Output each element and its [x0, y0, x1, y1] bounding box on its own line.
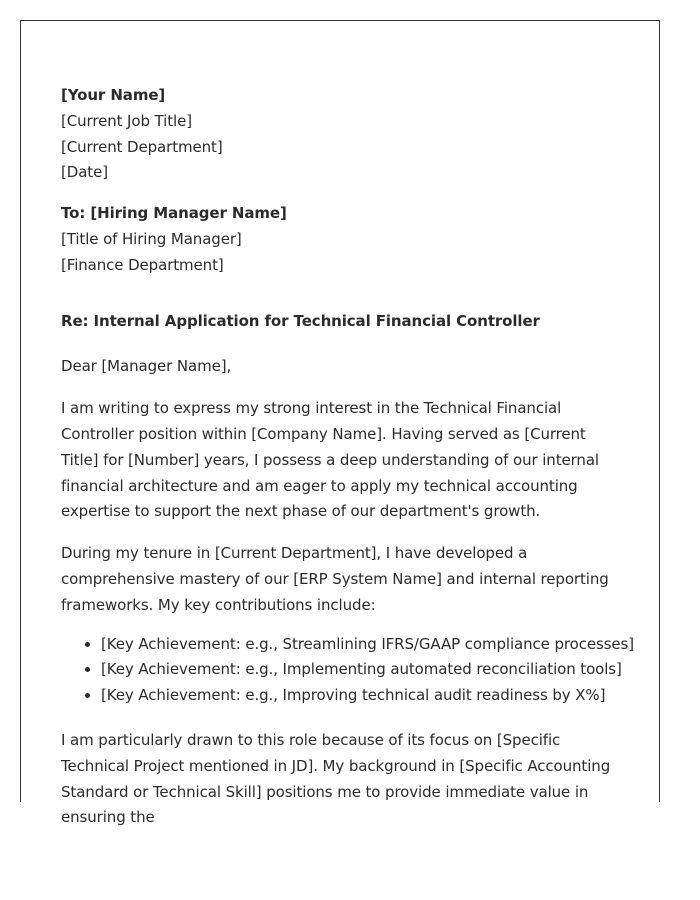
- letter-page: [20, 20, 660, 827]
- salutation: Dear [Manager Name],: [61, 357, 232, 376]
- achievement-list: [61, 632, 635, 709]
- body-paragraph-1: I am writing to express my strong interest in the Technical Financial Controller position within [Company Name]. Having served as [Current Title] for [Number] years, I possess a deep understanding of our internal financial architecture and am eager to apply my technical accounting expertise to support the next phase of our department's growth.: [61, 399, 599, 521]
- sender-name: [Your Name]: [61, 86, 166, 104]
- list-item: • [Key Achievement: e.g., Streamlining IFRS/GAAP compliance processes]: [101, 632, 626, 658]
- body-paragraph-3: I am particularly drawn to this role because of its focus on [Specific Technical Project mentioned in JD]. My background in [Specific Accounting Standard or Technical Skill] positions me to provide immediate value in ensuring the: [61, 730, 611, 827]
- list-item: • [Key Achievement: e.g., Implementing automated reconciliation tools]: [101, 657, 626, 683]
- recipient-department: [Finance Department]: [61, 255, 224, 274]
- sender-job-title: [Current Job Title]: [61, 111, 192, 130]
- letter-date: [Date]: [61, 163, 108, 182]
- recipient-block: [61, 201, 626, 278]
- subject-line: Re: Internal Application for Technical Financial Controller: [61, 311, 540, 330]
- body-paragraph-2: During my tenure in [Current Department], I have developed a comprehensive mastery of our [ERP System Name] and internal reporting frameworks. My key contributions include:: [61, 544, 609, 614]
- sender-block: [61, 83, 626, 186]
- letter-content: [61, 83, 635, 831]
- recipient-name: To: [Hiring Manager Name]: [61, 204, 287, 223]
- sender-department: [Current Department]: [61, 137, 223, 156]
- list-item: • [Key Achievement: e.g., Improving technical audit readiness by X%]: [101, 683, 626, 709]
- recipient-title: [Title of Hiring Manager]: [61, 229, 242, 248]
